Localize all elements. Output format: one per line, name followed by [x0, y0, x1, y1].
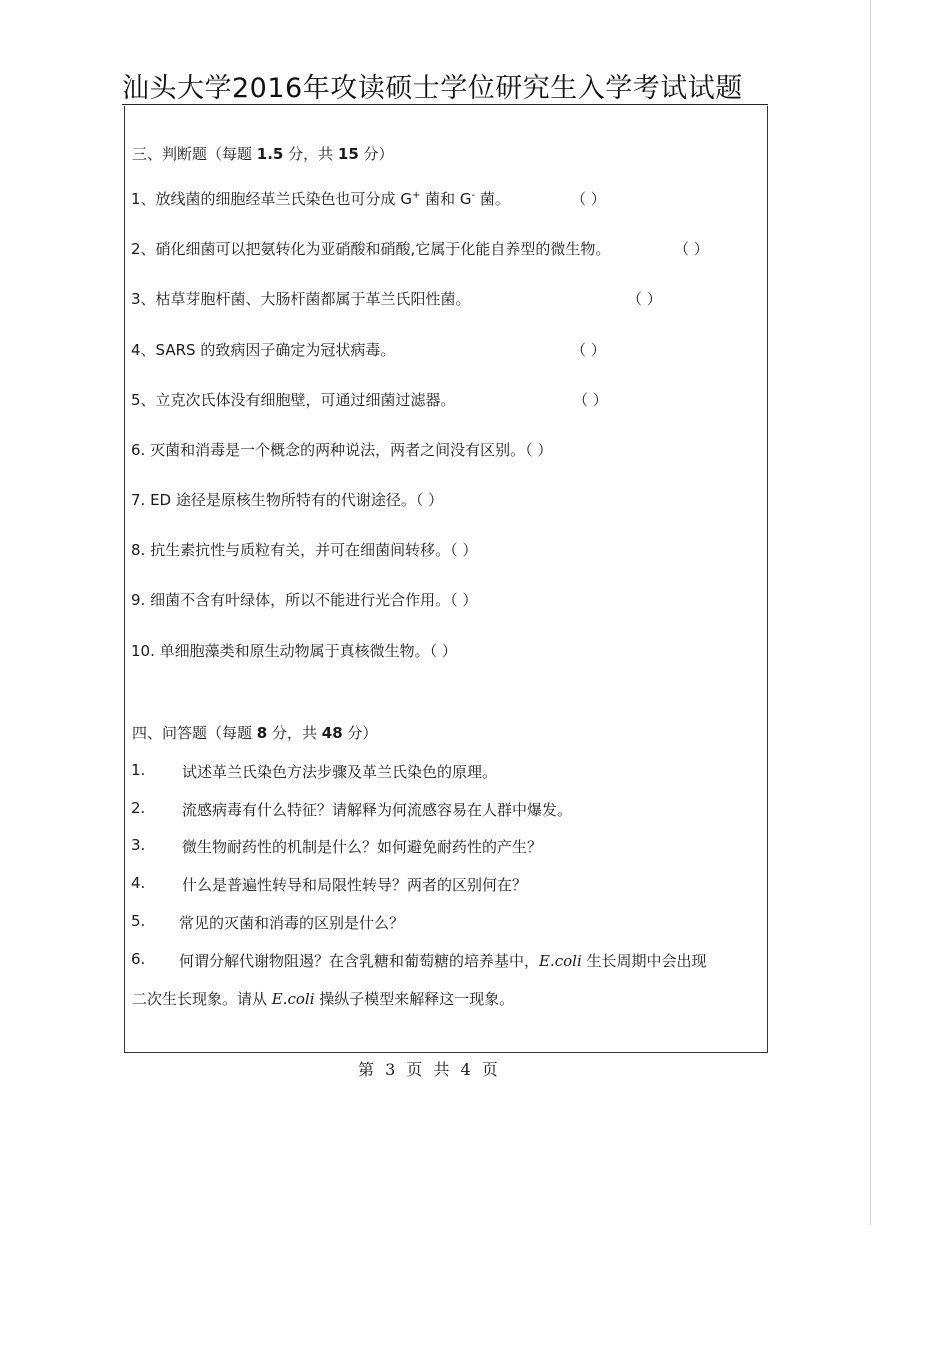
essay-question-2: 流感病毒有什么特征？请解释为何流感容易在人群中爆发。 [182, 801, 573, 819]
essay-question-3: 微生物耐药性的机制是什么？如何避免耐药性的产生？ [182, 838, 543, 856]
essay-number-2: 2. [131, 799, 146, 817]
essay-question-5: 常见的灭菌和消毒的区别是什么？ [179, 914, 405, 932]
essay-number-5: 5. [131, 912, 146, 930]
essay-number-3: 3. [131, 836, 146, 854]
tf-question-3: 3、枯草芽胞杆菌、大肠杆菌都属于革兰氏阳性菌。 [131, 290, 471, 308]
essay-number-6: 6. [131, 950, 146, 968]
tf-question-8: 8. 抗生素抗性与质粒有关，并可在细菌间转移。（ ） [131, 541, 478, 559]
tf-answer-blank-2: （ ） [674, 240, 709, 258]
exam-title: 汕头大学2016年攻读硕士学位研究生入学考试试题 [122, 73, 743, 104]
tf-answer-blank-3: （ ） [627, 290, 662, 308]
tf-question-2: 2、硝化细菌可以把氨转化为亚硝酸和硝酸,它属于化能自养型的微生物。 [131, 240, 611, 258]
tf-question-6: 6. 灭菌和消毒是一个概念的两种说法，两者之间没有区别。（ ） [131, 441, 553, 459]
tf-answer-blank-5: （ ） [573, 391, 608, 409]
tf-answer-blank-1: （ ） [571, 190, 606, 208]
tf-answer-blank-4: （ ） [571, 341, 606, 359]
page-footer: 第 3 页 共 4 页 [358, 1060, 498, 1079]
essay-question-6-line1: 何谓分解代谢物阻遏？在含乳糖和葡萄糖的培养基中，E.coli 生长周期中会出现 [179, 952, 707, 970]
tf-question-1: 1、放线菌的细胞经革兰氏染色也可分成 G+ 菌和 G- 菌。 [131, 190, 510, 208]
scan-edge-line [870, 0, 871, 1225]
tf-question-4: 4、SARS 的致病因子确定为冠状病毒。 [131, 341, 396, 359]
essay-question-4: 什么是普遍性转导和局限性转导？两者的区别何在？ [182, 876, 528, 894]
tf-question-7: 7. ED 途径是原核生物所特有的代谢途径。（ ） [131, 491, 444, 509]
ecoli-term: E.coli [539, 952, 582, 970]
essay-question-1: 试述革兰氏染色方法步骤及革兰氏染色的原理。 [182, 763, 498, 781]
section4-heading: 四、问答题（每题 8 分，共 48 分） [132, 724, 378, 742]
ecoli-term: E.coli [271, 990, 315, 1008]
section3-heading: 三、判断题（每题 1.5 分，共 15 分） [132, 145, 394, 163]
essay-number-1: 1. [131, 761, 146, 779]
essay-question-6-line2: 二次生长现象。请从 E.coli 操纵子模型来解释这一现象。 [132, 990, 515, 1008]
tf-question-5: 5、立克次氏体没有细胞壁，可通过细菌过滤器。 [131, 391, 456, 409]
tf-question-10: 10. 单细胞藻类和原生动物属于真核微生物。（ ） [131, 642, 457, 660]
title-rule [122, 104, 768, 105]
essay-number-4: 4. [131, 874, 146, 892]
tf-question-9: 9. 细菌不含有叶绿体，所以不能进行光合作用。（ ） [131, 591, 478, 609]
